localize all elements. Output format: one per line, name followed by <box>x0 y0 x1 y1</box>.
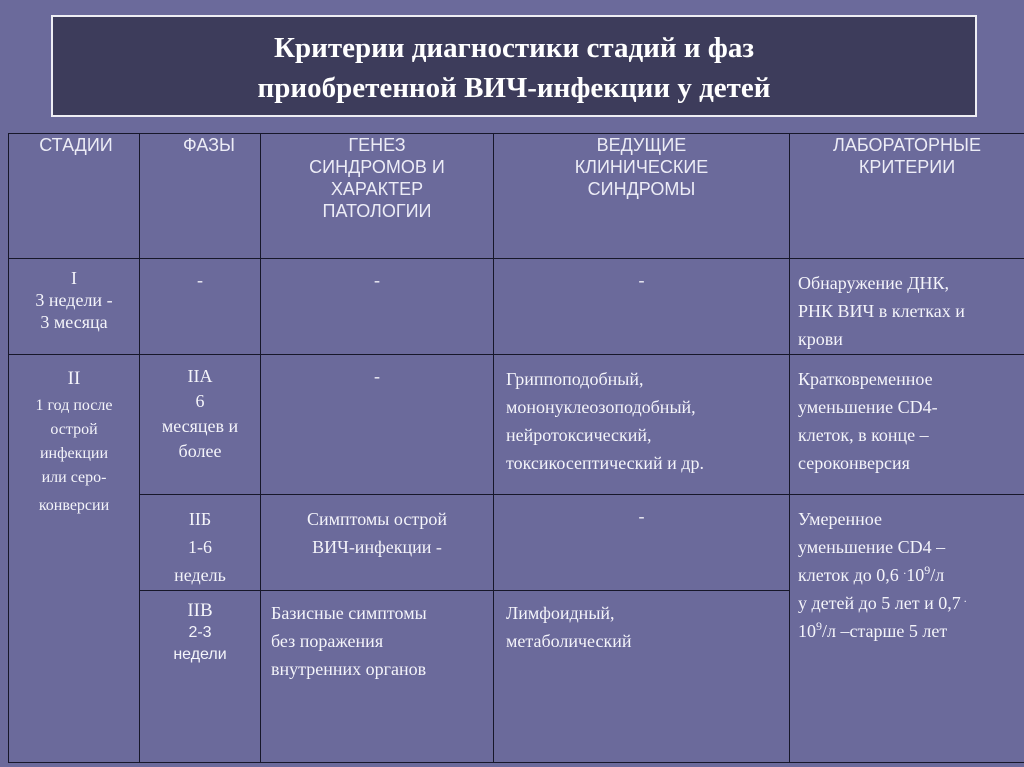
syndromes-2v-line: Лимфоидный, <box>506 603 615 623</box>
genesis-2v-line: Базисные симптомы <box>271 603 427 623</box>
phase-1-cell <box>140 259 261 355</box>
lab-1-line: РНК ВИЧ в клетках и <box>798 301 965 321</box>
lab-1-line: крови <box>798 329 843 349</box>
phase-2b-line: 1-6 <box>188 537 212 557</box>
stage-2-line: 1 год после <box>35 397 113 414</box>
phase-2a-line: месяцев и <box>161 416 239 436</box>
syndromes-2a-cell <box>494 355 790 495</box>
lab-1-cell <box>790 259 1024 355</box>
title-box <box>51 15 977 117</box>
phase-2b-line: недель <box>174 565 226 585</box>
lab-2bv-line-1: Умеренное <box>798 509 883 529</box>
header-row <box>9 134 1024 259</box>
title-line-2: приобретенной ВИЧ-инфекции у детей <box>257 72 771 104</box>
syndromes-1-dash: - <box>638 270 645 290</box>
phase-2v-line: недели <box>173 646 227 663</box>
header-lab-line: КРИТЕРИИ <box>858 157 956 177</box>
header-genesis-line: СИНДРОМОВ И <box>309 157 445 177</box>
lab-2a-line: Кратковременное <box>798 369 933 389</box>
lab-1-line: Обнаружение ДНК, <box>798 273 950 293</box>
lab-2bv-text: 10 <box>798 621 816 641</box>
phase-2v-cell <box>140 591 261 763</box>
header-lab <box>790 134 1024 259</box>
genesis-2v-line: внутренних органов <box>271 659 427 679</box>
header-syndromes <box>494 134 790 259</box>
stage-2-line: или серо- <box>41 469 107 486</box>
stage-2-line: конверсии <box>38 497 110 514</box>
header-phases-label: ФАЗЫ <box>183 135 235 155</box>
syndromes-2a-line: токсикосептический и др. <box>506 453 704 473</box>
phase-2v-line: 2-3 <box>188 624 212 641</box>
lab-2bv-line-3 <box>798 561 1018 589</box>
row-stage-1 <box>9 259 1024 355</box>
genesis-2a-dash: - <box>374 366 380 386</box>
header-syndromes-line: КЛИНИЧЕСКИЕ <box>574 157 709 177</box>
phase-2a-line: IIA <box>187 366 213 386</box>
lab-2bv-cell <box>790 495 1024 763</box>
header-lab-line: ЛАБОРАТОРНЫЕ <box>833 135 981 155</box>
lab-2bv-text: /л <box>930 565 945 585</box>
lab-2bv-text: у детей до 5 лет и 0,7 <box>798 593 961 613</box>
lab-2bv-line-5 <box>798 617 1018 645</box>
phase-2v-line: IIВ <box>187 600 213 621</box>
lab-2bv-sup: 9 <box>924 563 931 577</box>
stage-1-line: 3 месяца <box>40 312 108 332</box>
lab-2bv-text: клеток до 0,6 <box>798 565 904 585</box>
row-phase-2a <box>9 355 1024 495</box>
syndromes-2a-line: нейротоксический, <box>506 425 652 445</box>
lab-2bv-dot: . <box>960 591 967 605</box>
header-genesis <box>261 134 494 259</box>
phase-2a-line: более <box>178 441 222 461</box>
genesis-2b-cell <box>261 495 494 591</box>
stage-1-line: I <box>71 268 77 288</box>
syndromes-2v-cell <box>494 591 790 763</box>
phase-2b-line: IIБ <box>188 509 212 529</box>
stage-1-line: 3 недели - <box>35 290 113 310</box>
header-genesis-line: ГЕНЕЗ <box>348 135 406 155</box>
header-syndromes-line: СИНДРОМЫ <box>587 179 696 199</box>
phase-2a-cell <box>140 355 261 495</box>
syndromes-2a-line: мононуклеозоподобный, <box>506 397 696 417</box>
phase-2a-line: 6 <box>195 391 205 411</box>
syndromes-2b-dash: - <box>638 506 645 526</box>
phase-1-dash: - <box>197 270 203 290</box>
stage-1-cell <box>9 259 140 355</box>
header-stages <box>9 134 140 259</box>
genesis-1-dash: - <box>374 270 380 290</box>
header-phases <box>140 134 261 259</box>
syndromes-2a-line: Гриппоподобный, <box>506 369 644 389</box>
header-syndromes-line: ВЕДУЩИЕ <box>596 135 687 155</box>
header-genesis-line: ХАРАКТЕР <box>330 179 424 199</box>
syndromes-2b-cell <box>494 495 790 591</box>
syndromes-2v-line: метаболический <box>506 631 632 651</box>
genesis-2b-line: Симптомы острой <box>306 509 448 529</box>
lab-2bv-text: 10 <box>906 565 925 585</box>
lab-2bv-line-2: уменьшение CD4 – <box>798 537 946 557</box>
genesis-2v-line: без поражения <box>271 631 384 651</box>
genesis-2a-cell <box>261 355 494 495</box>
lab-2bv-dot: . <box>903 563 907 577</box>
stage-2-title: II <box>67 368 81 389</box>
syndromes-1-cell <box>494 259 790 355</box>
lab-2bv-text: /л –старше 5 лет <box>822 621 948 641</box>
lab-2a-cell <box>790 355 1024 495</box>
row-phase-2b <box>9 495 1024 591</box>
criteria-table <box>8 133 1024 763</box>
lab-2bv-line-4 <box>798 589 1018 617</box>
lab-2a-line: сероконверсия <box>798 453 910 473</box>
stage-2-cell <box>9 355 140 763</box>
lab-2bv-sup: 9 <box>816 619 822 633</box>
phase-2b-cell <box>140 495 261 591</box>
lab-2a-line: уменьшение CD4- <box>798 397 938 417</box>
title-line-1: Критерии диагностики стадий и фаз <box>273 32 754 64</box>
header-stages-label: СТАДИИ <box>39 135 113 155</box>
lab-2a-line: клеток, в конце – <box>798 425 929 445</box>
genesis-1-cell <box>261 259 494 355</box>
genesis-2v-cell <box>261 591 494 763</box>
stage-2-line: инфекции <box>39 445 109 462</box>
stage-2-line: острой <box>50 421 98 438</box>
header-genesis-line: ПАТОЛОГИИ <box>322 201 432 221</box>
genesis-2b-line: ВИЧ-инфекции - <box>312 537 442 557</box>
